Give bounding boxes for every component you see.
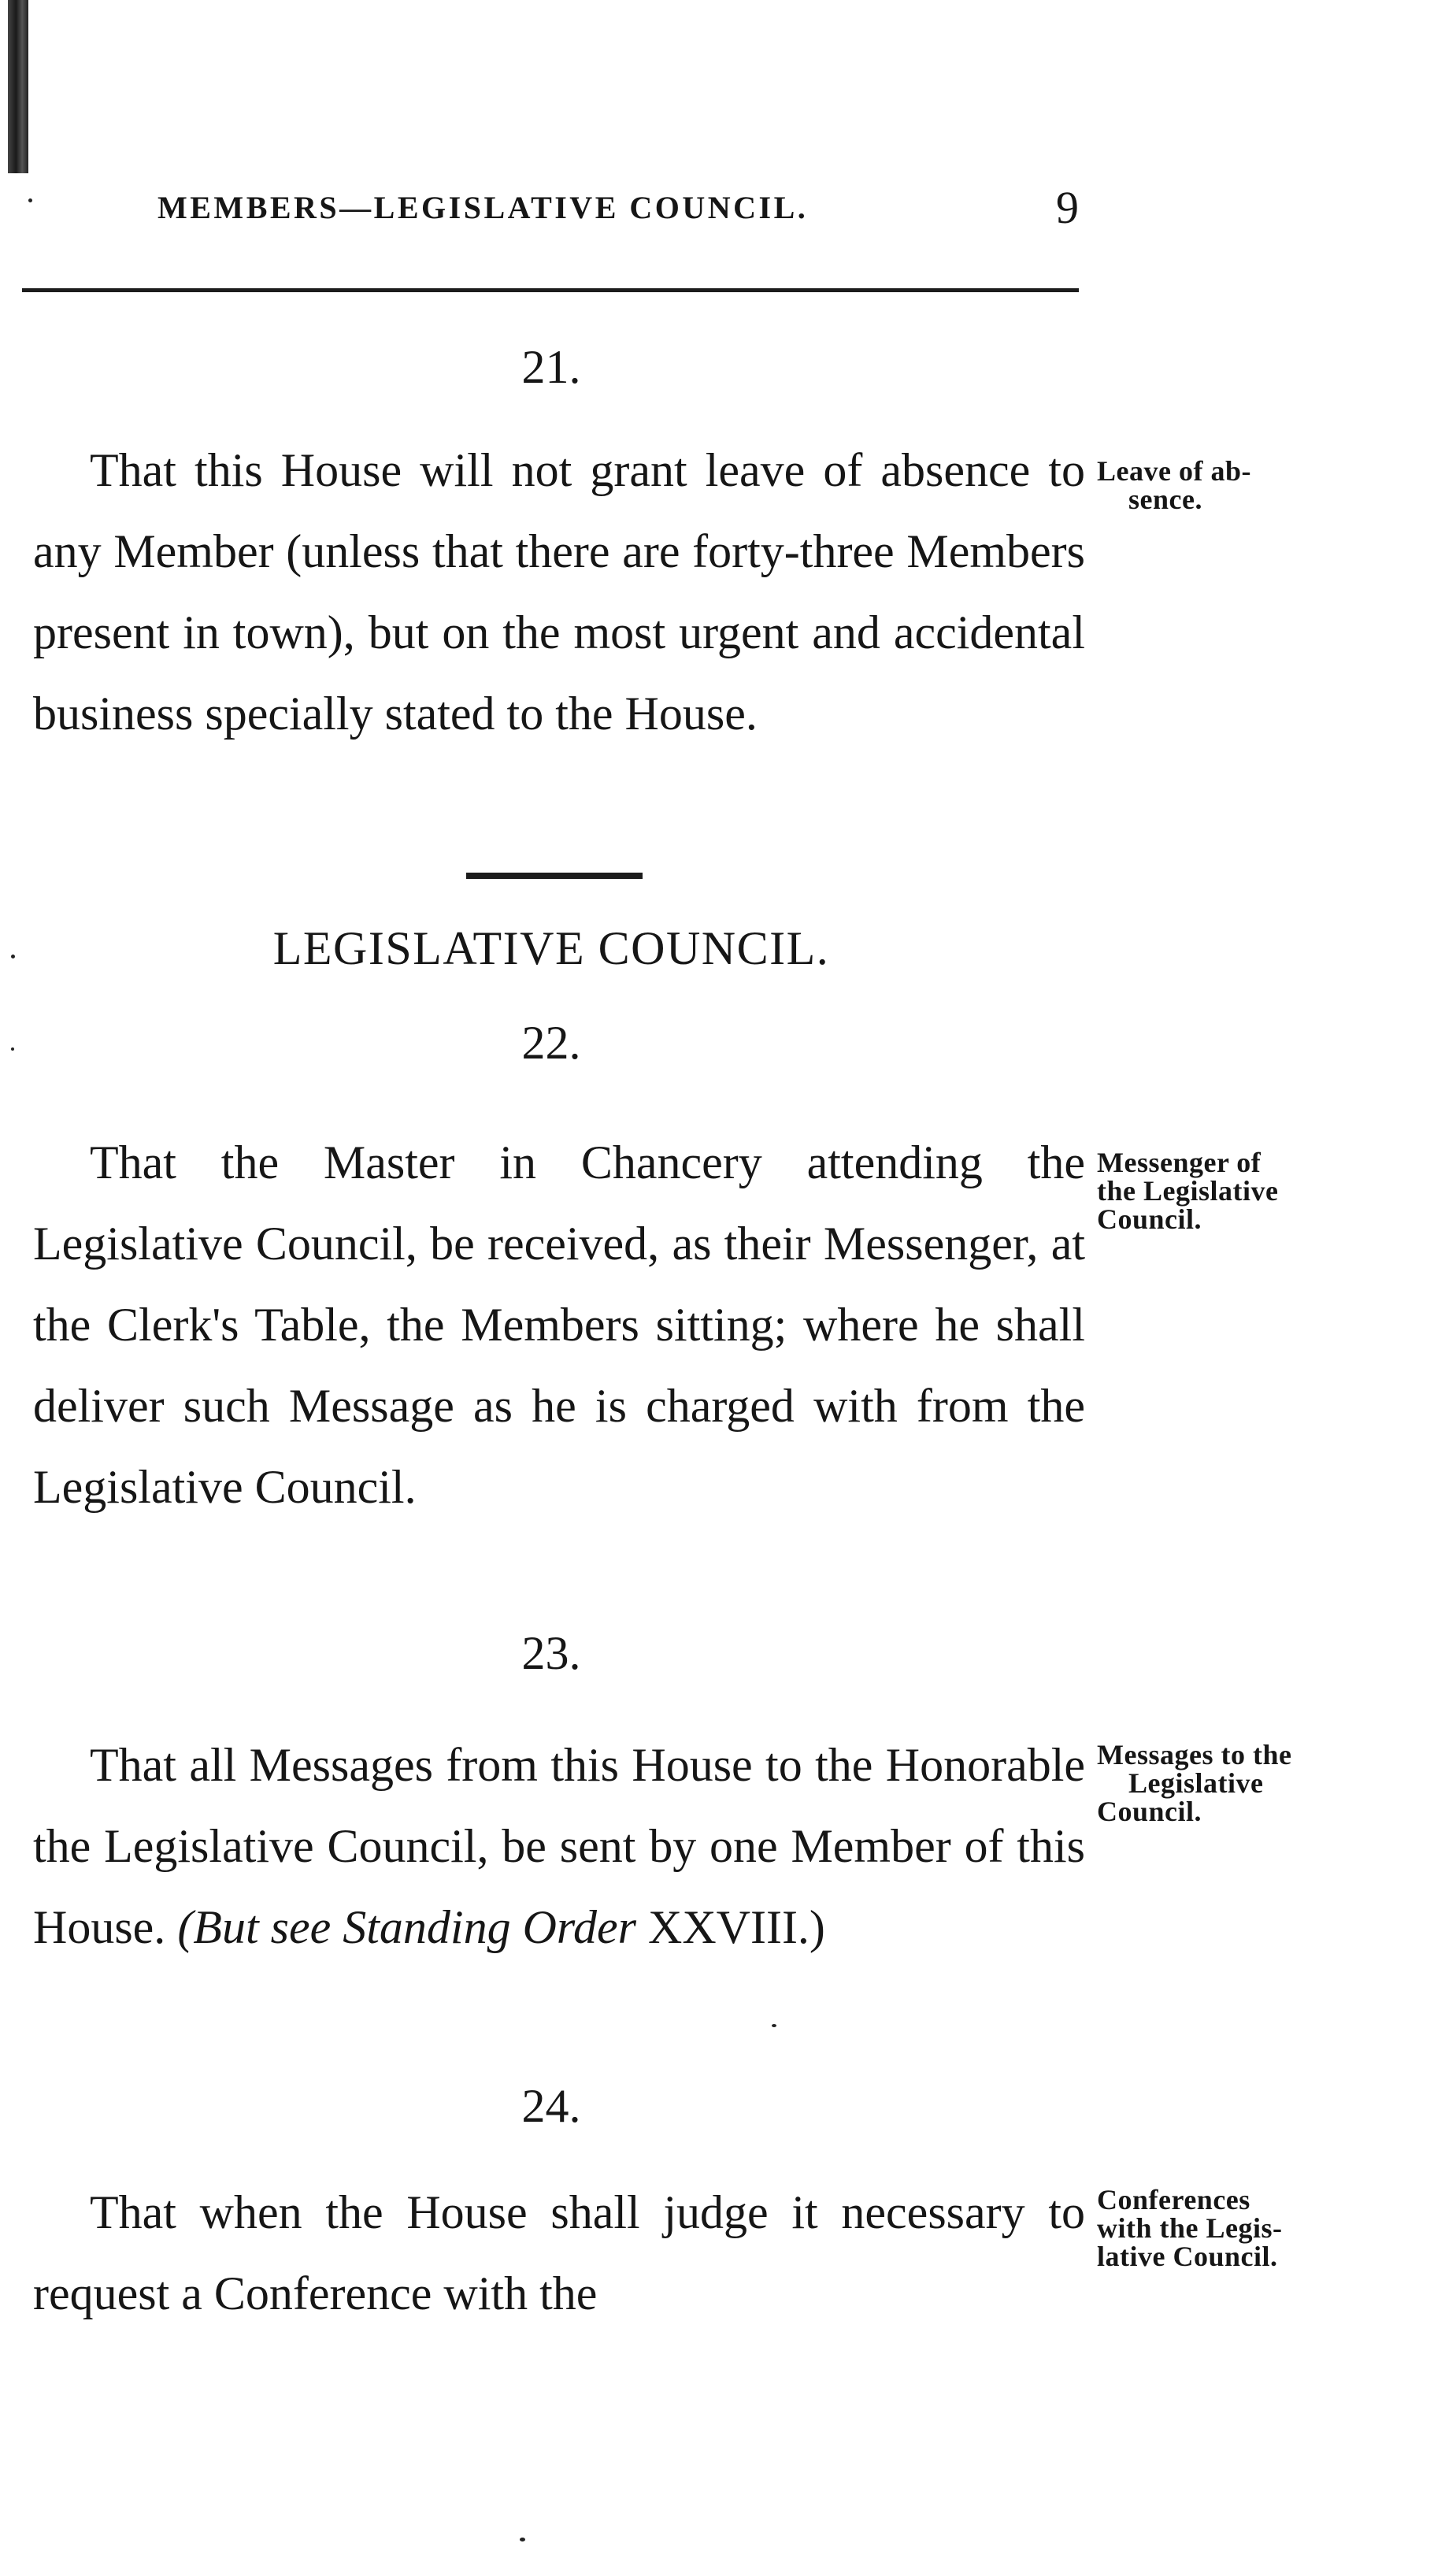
margin-note-line: Council. xyxy=(1097,1203,1202,1235)
rule-number: 24. xyxy=(521,2080,581,2132)
running-head: MEMBERS—LEGISLATIVE COUNCIL. xyxy=(157,190,809,225)
rule-text: That the Master in Chancery attending the Legislative Council, be received, as their Messenger, at the Clerk's Table, the Members sitting; where he shall deliver such Message as he is charged with from the Legislative Council. xyxy=(33,1136,1085,1513)
margin-note-line: Legislative xyxy=(1128,1767,1264,1799)
print-speck xyxy=(772,2024,776,2027)
rule-number: 23. xyxy=(521,1627,581,1679)
print-speck xyxy=(520,2538,525,2541)
margin-note-line: Messenger of xyxy=(1097,1147,1261,1178)
rule-text: That when the House shall judge it necessary to request a Conference with the xyxy=(33,2186,1085,2319)
section-heading: LEGISLATIVE COUNCIL. xyxy=(272,922,830,974)
section-divider xyxy=(466,873,643,879)
margin-note-line: Messages to the xyxy=(1097,1739,1292,1770)
margin-note xyxy=(1097,1741,1447,1826)
page-header xyxy=(157,182,1079,235)
rule-number: 21. xyxy=(521,341,581,393)
page-edge-mark xyxy=(8,0,28,173)
margin-note-line: Leave of ab- xyxy=(1097,455,1251,487)
rule-text-main: That all Messages from this House to the Honorable the Legislative Council, be sent by one Member of this House. xyxy=(33,1739,1085,1953)
margin-note xyxy=(1097,1148,1447,1233)
rule-text-end: XXVIII.) xyxy=(648,1901,825,1953)
rule-text: That this House will not grant leave of absence to any Member (unless that there are forty-three Members present in town), but on the most urgent and accidental business specially stated to the House. xyxy=(33,444,1085,740)
margin-note-line: Council. xyxy=(1097,1796,1202,1827)
margin-note-line: the Legislative xyxy=(1097,1175,1279,1207)
margin-note xyxy=(1097,457,1447,513)
margin-note-line: Conferences xyxy=(1097,2184,1250,2215)
margin-note-line: lative Council. xyxy=(1097,2241,1278,2272)
print-speck xyxy=(28,198,32,202)
margin-note xyxy=(1097,2186,1447,2271)
page-number: 9 xyxy=(1056,182,1079,233)
header-rule xyxy=(22,288,1079,292)
margin-note-line: sence. xyxy=(1128,484,1202,515)
rule-text xyxy=(33,1725,1085,1968)
rule-text-italic: (But see Standing Order xyxy=(177,1901,636,1953)
rule-number: 22. xyxy=(521,1017,581,1069)
margin-note-line: with the Legis- xyxy=(1097,2212,1283,2244)
